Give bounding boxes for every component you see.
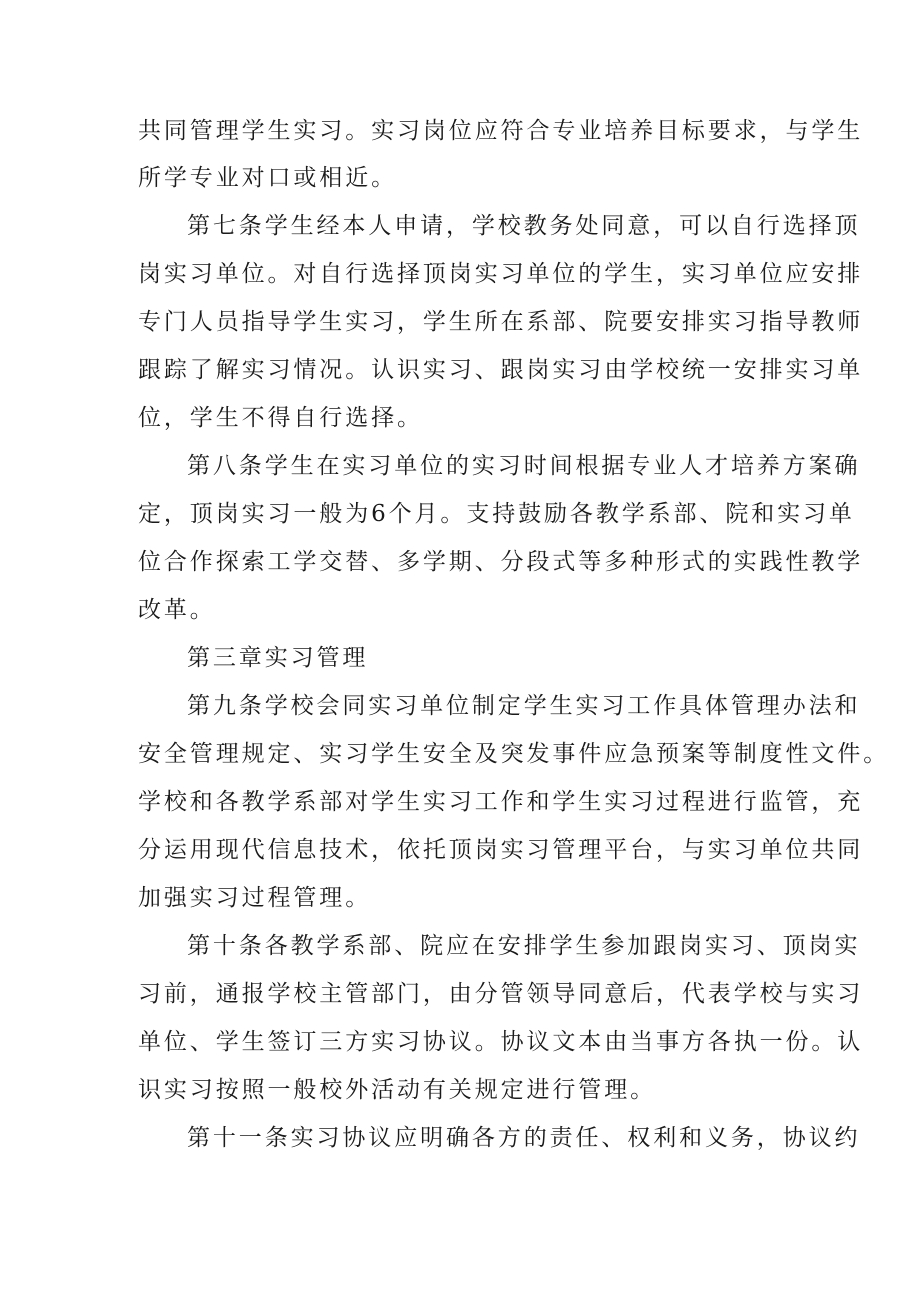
text-line: 分运用现代信息技术，依托顶岗实习管理平台，与实习单位共同 bbox=[138, 837, 864, 863]
text-line: 所学专业对口或相近。 bbox=[138, 165, 397, 191]
text-line: 学校和各教学系部对学生实习工作和学生实习过程进行监管，充 bbox=[138, 789, 864, 815]
text-line: 习前，通报学校主管部门，由分管领导同意后，代表学校与实习 bbox=[138, 981, 864, 1007]
article-9-line: 第九条学校会同实习单位制定学生实习工作具体管理办法和 bbox=[187, 693, 861, 719]
text-line: 共同管理学生实习。实习岗位应符合专业培养目标要求，与学生 bbox=[138, 118, 864, 144]
article-11-line: 第十一条实习协议应明确各方的责任、权利和义务，协议约 bbox=[187, 1125, 861, 1151]
article-8-line: 第八条学生在实习单位的实习时间根据专业人才培养方案确 bbox=[187, 453, 861, 479]
article-10-line: 第十条各教学系部、院应在安排学生参加跟岗实习、顶岗实 bbox=[187, 933, 861, 959]
text-line: 专门人员指导学生实习，学生所在系部、院要安排实习指导教师 bbox=[138, 309, 864, 335]
article-7-line: 第七条学生经本人申请，学校教务处同意，可以自行选择顶 bbox=[187, 213, 861, 239]
text-line: 定，顶岗实习一般为6个月。支持鼓励各教学系部、院和实习单 bbox=[138, 501, 855, 527]
text-line: 位合作探索工学交替、多学期、分段式等多种形式的实践性教学 bbox=[138, 549, 864, 575]
chapter-heading: 第三章实习管理 bbox=[187, 645, 369, 671]
text-line: 位，学生不得自行选择。 bbox=[138, 405, 423, 431]
text-line: 安全管理规定、实习学生安全及突发事件应急预案等制度性文件。 bbox=[138, 741, 890, 767]
text-line: 单位、学生签订三方实习协议。协议文本由当事方各执一份。认 bbox=[138, 1029, 864, 1055]
text-line: 跟踪了解实习情况。认识实习、跟岗实习由学校统一安排实习单 bbox=[138, 357, 864, 383]
text-line: 改革。 bbox=[138, 597, 216, 623]
text-line: 识实习按照一般校外活动有关规定进行管理。 bbox=[138, 1077, 656, 1103]
text-line: 岗实习单位。对自行选择顶岗实习单位的学生，实习单位应安排 bbox=[138, 261, 864, 287]
text-line: 加强实习过程管理。 bbox=[138, 885, 372, 911]
